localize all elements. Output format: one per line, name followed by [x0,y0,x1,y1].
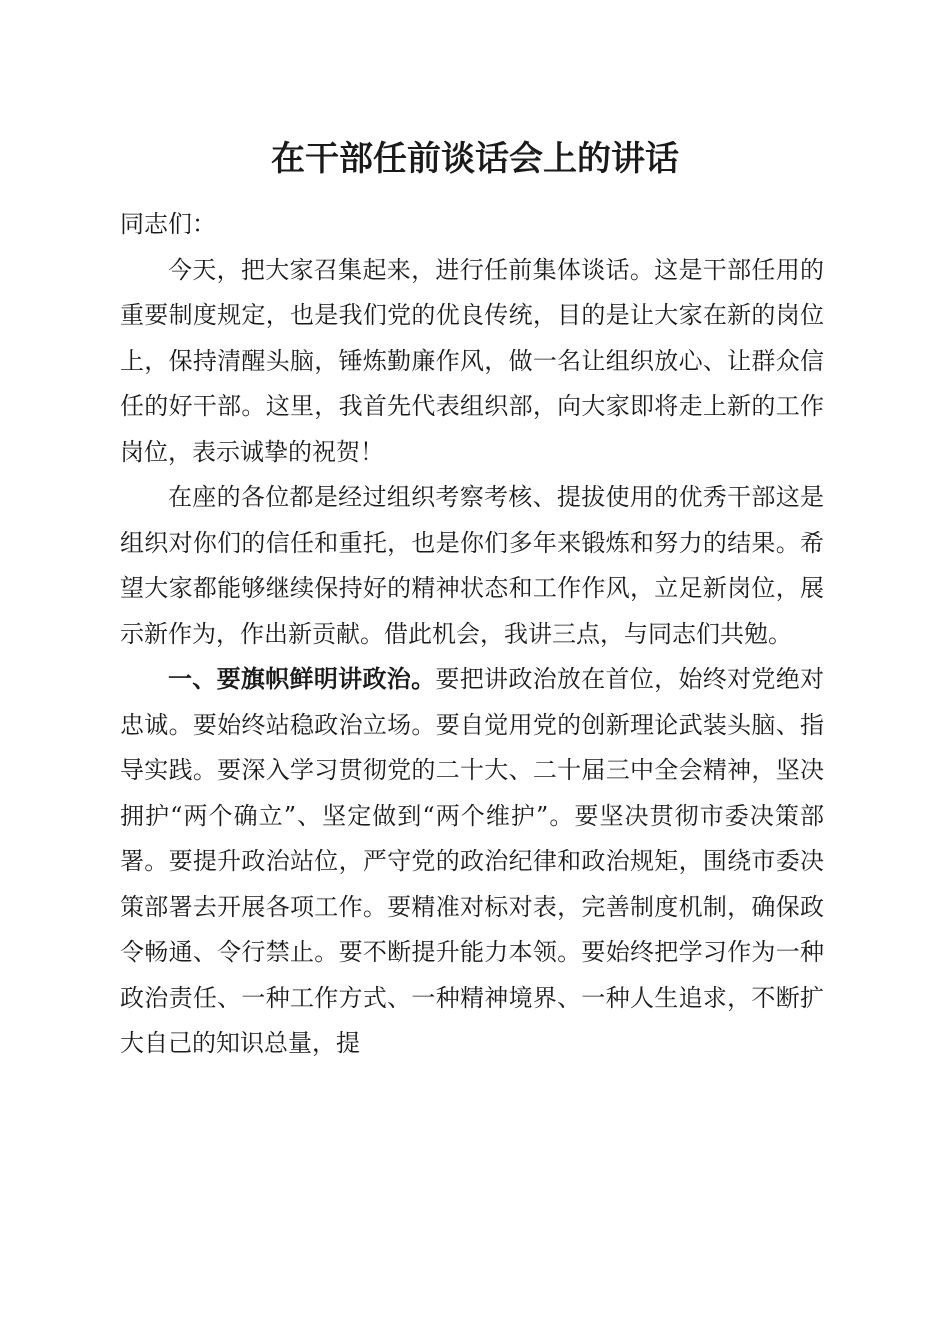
section-1-paragraph [120,657,824,1067]
section-1-text: 要把讲政治放在首位，始终对党绝对忠诚。要始终站稳政治立场。要自觉用党的创新理论武装头脑、指导实践。要深入学习贯彻党的二十大、二十届三中全会精神，坚决拥护“两个确立”、坚定做到“两个维护”。要坚决贯彻市委决策部署。要提升政治站位，严守党的政治纪律和政治规矩，围绕市委决策部署去开展各项工作。要精准对标对表，完善制度机制，确保政令畅通、令行禁止。要不断提升能力本领。要始终把学习作为一种政治责任、一种工作方式、一种精神境界、一种人生追求，不断扩大自己的知识总量，提 [120,665,825,1057]
salutation: 同志们： [120,210,216,238]
document-title: 在干部任前谈话会上的讲话 [271,139,679,179]
paragraph-intro: 今天，把大家召集起来，进行任前集体谈话。这是干部任用的重要制度规定，也是我们党的优良传统，目的是让大家在新的岗位上，保持清醒头脑，锤炼勤廉作风，做一名让组织放心、让群众信任的好干部。这里，我首先代表组织部，向大家即将走上新的工作岗位，表示诚挚的祝贺！ [120,255,824,466]
section-1-heading: 一、要旗帜鲜明讲政治。 [168,665,436,693]
paragraph-expectation: 在座的各位都是经过组织考察考核、提拔使用的优秀干部这是组织对你们的信任和重托，也是你们多年来锻炼和努力的结果。希望大家都能够继续保持好的精神状态和工作作风，立足新岗位，展示新作为，作出新贡献。借此机会，我讲三点，与同志们共勉。 [120,483,824,648]
document-body [120,202,824,1067]
